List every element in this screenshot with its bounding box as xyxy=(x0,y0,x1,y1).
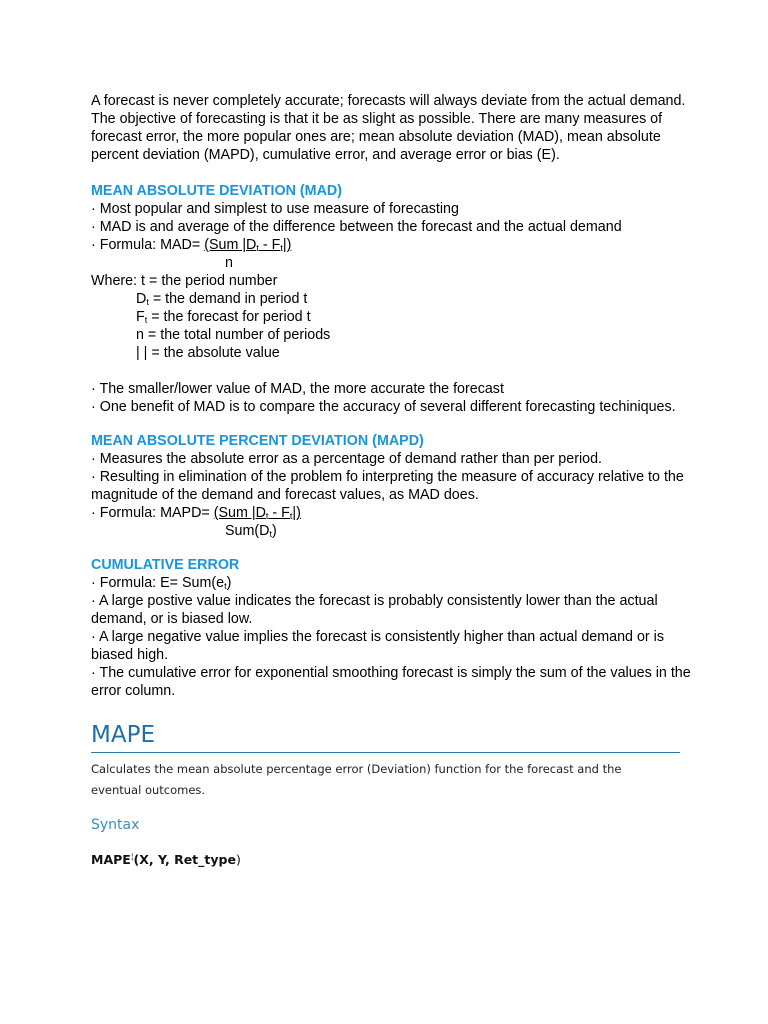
mad-where-d: $D_t$ = the demand in period t xyxy=(136,291,308,307)
footnote-marker-icon: ¦ xyxy=(130,852,134,861)
mapd-formula-numerator: (Sum $|D_t - F_t|$) xyxy=(213,505,301,521)
mad-formula-numerator: (Sum $|D_t - F_t|$) xyxy=(204,237,292,253)
mad-bullet-3: · The smaller/lower value of MAD, the more accurate the forecast xyxy=(91,381,504,397)
mad-where-f: $F_t$ = the forecast for period t xyxy=(136,309,311,325)
syntax-heading: Syntax xyxy=(91,817,140,833)
mad-where-abs: | | = the absolute value xyxy=(136,345,280,361)
mad-formula-prefix: · Formula: MAD= xyxy=(91,237,205,253)
mapd-formula xyxy=(91,504,691,522)
mapd-bullet-2: · Resulting in elimination of the problem fo interpreting the measure of accuracy relative to the magnitude of the demand and forecast values, as MAD does. xyxy=(91,469,684,503)
mapd-formula-prefix: · Formula: MAPD= xyxy=(91,505,214,521)
mad-where-n: n = the total number of periods xyxy=(136,327,331,343)
syntax-close: ) xyxy=(235,852,241,867)
cumulative-section xyxy=(91,556,691,700)
mad-formula xyxy=(91,236,691,254)
mapd-section xyxy=(91,432,691,540)
cumulative-bullet-2: · A large negative value implies the forecast is consistently higher than actual demand or is biased high. xyxy=(91,629,664,663)
mad-bullet-1: · Most popular and simplest to use measure of forecasting xyxy=(91,201,459,217)
syntax-signature xyxy=(91,847,691,870)
intro-paragraph: A forecast is never completely accurate; forecasts will always deviate from the actual demand. The objective of forecasting is that it be as slight as possible. There are many measures of forecast error, the more popular ones are; mean absolute deviation (MAD), mean absolute percent deviation (MAPD), cumulative error, and average error or bias (E). xyxy=(91,93,686,163)
mad-bullet-2: · MAD is and average of the difference between the forecast and the actual demand xyxy=(91,219,622,235)
mape-title: MAPE xyxy=(91,720,680,753)
cumulative-bullet-1: · A large postive value indicates the forecast is probably consistently lower than the actual demand, or is biased low. xyxy=(91,593,658,627)
mad-bullet-4: · One benefit of MAD is to compare the accuracy of several different forecasting techiniques. xyxy=(91,399,676,415)
cumulative-heading: CUMULATIVE ERROR xyxy=(91,557,240,573)
document-page xyxy=(91,92,691,870)
mad-formula-denominator: n xyxy=(225,255,233,271)
cumulative-bullet-3: · The cumulative error for exponential smoothing forecast is simply the sum of the values in the error column. xyxy=(91,665,691,699)
mapd-bullet-1: · Measures the absolute error as a percentage of demand rather than per period. xyxy=(91,451,603,467)
mape-section xyxy=(91,720,691,870)
mad-section xyxy=(91,182,691,416)
syntax-args: (X, Y, Ret_type xyxy=(133,852,236,867)
cumulative-formula: · Formula: $E= Sum(e_t)$ xyxy=(91,575,232,591)
syntax-function-name: MAPE xyxy=(91,852,131,867)
mapd-heading: MEAN ABSOLUTE PERCENT DEVIATION (MAPD) xyxy=(91,433,424,449)
mapd-formula-denominator: $Sum(D_t)$ xyxy=(225,523,277,539)
mape-description: Calculates the mean absolute percentage error (Deviation) function for the forecast and the eventual outcomes. xyxy=(91,762,622,797)
mad-heading: MEAN ABSOLUTE DEVIATION (MAD) xyxy=(91,183,342,199)
mad-where-t: Where: t = the period number xyxy=(91,273,278,289)
